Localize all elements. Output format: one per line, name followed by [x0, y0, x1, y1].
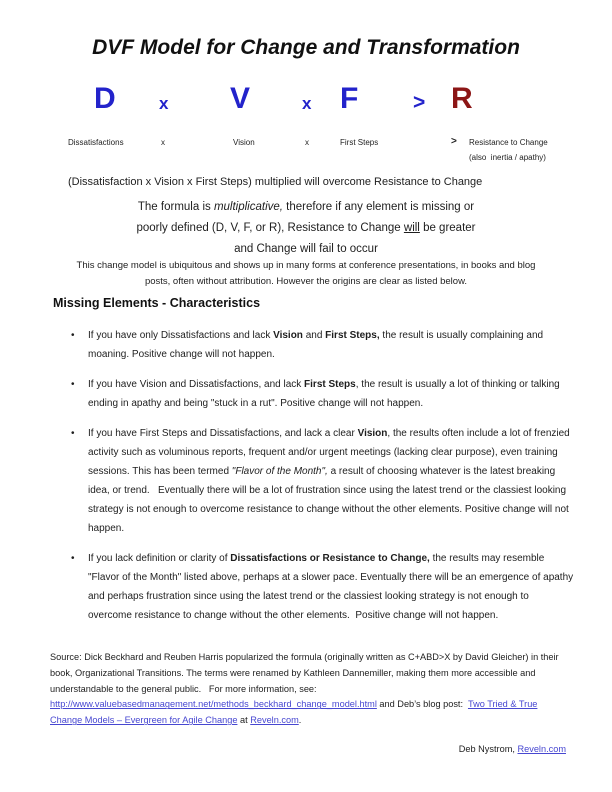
bullet-list: [88, 326, 574, 636]
text-run: a result of choosing whatever is the latest breaking idea, or trend. Eventually there will be a lot of frustration since using the latest trend or the classiest looking strategy is not enough to overcome resistance to change without the other elements. Positive change will not happen.: [88, 466, 572, 534]
note-line: [0, 197, 612, 218]
text-run: , the result is usually a lot of thinking or talking ending in apathy and being "stuck in a rut". Positive change will not happen.: [88, 379, 563, 409]
source-line: [50, 650, 574, 666]
formula-term-d: D: [94, 82, 116, 115]
label-multiply-sign: x: [305, 138, 309, 147]
label-multiply-sign: x: [161, 138, 165, 147]
note-line: [0, 218, 612, 239]
text-run: Vision: [357, 428, 388, 439]
page-title: DVF Model for Change and Transformation: [92, 36, 520, 59]
note-line: [0, 239, 612, 260]
bullet-item: [88, 549, 574, 625]
ubiquity-note: [0, 258, 612, 290]
formula-term-v: V: [230, 82, 251, 115]
text-run: If you have only Dissatisfactions and lack: [88, 330, 274, 341]
text-run: Dissatisfactions or Resistance to Change,: [230, 553, 430, 564]
hyperlink[interactable]: Reveln.com: [250, 715, 299, 726]
text-run: First Steps,: [325, 330, 380, 341]
text-run: be greater: [419, 222, 476, 234]
formula-greater-than-sign: >: [413, 91, 426, 114]
source-line: [50, 666, 574, 682]
bullet-item: [88, 326, 574, 364]
formula-multiply-sign: x: [159, 94, 169, 113]
text-run: "Flavor of the Month",: [231, 466, 328, 477]
hyperlink[interactable]: Two Tried & True: [467, 699, 538, 710]
text-run: and Change will fail to occur: [234, 243, 378, 255]
bullet-item: [88, 424, 574, 538]
formula-term-f: F: [340, 82, 359, 115]
formula-term-r: R: [451, 82, 473, 115]
bullet-item: [88, 375, 574, 413]
source-line: [50, 713, 574, 729]
text-run: If you have First Steps and Dissatisfactions, and lack a clear: [88, 428, 358, 439]
hyperlink[interactable]: http://www.valuebasedmanagement.net/methods_beckhard_change_model.html: [50, 699, 377, 710]
source-paragraph: [50, 650, 574, 729]
text-run: If you have Vision and Dissatisfactions, and lack: [88, 379, 305, 390]
text-run: First Steps: [304, 379, 356, 390]
label-resistance-to-change: Resistance to Change: [469, 138, 548, 147]
hyperlink[interactable]: Reveln.com: [517, 744, 566, 754]
text-run: .: [298, 715, 302, 726]
text-run: will: [403, 222, 420, 234]
text-run: The formula is: [137, 201, 214, 213]
footer-byline: [459, 744, 566, 754]
label-greater-than-sign: >: [451, 136, 457, 147]
hyperlink[interactable]: Change Models – Evergreen for Agile Change: [50, 715, 238, 726]
source-line: [50, 682, 574, 698]
label-dissatisfactions: Dissatisfactions: [68, 138, 124, 147]
label-first-steps: First Steps: [340, 138, 379, 147]
text-run: If you lack definition or clarity of: [88, 553, 231, 564]
multiplicative-note: [0, 197, 612, 260]
text-run: Source: Dick Beckhard and Reuben Harris popularized the formula (originally written as C+ABD>X by David Gleicher) in their: [50, 652, 559, 662]
text-run: the result is usually complaining and moaning. Positive change will not happen.: [88, 330, 546, 360]
label-vision: Vision: [233, 138, 255, 147]
text-run: at: [237, 715, 251, 726]
label-inertia-apathy: (also inertia / apathy): [469, 153, 546, 162]
text-run: and: [302, 330, 326, 341]
text-run: , the results often include a lot of frenzied activity such as voluminous reports, frequent and/or urgent meetings (lacking clear purpose), even training sessions. This has been termed: [88, 428, 573, 477]
ubiquity-line: posts, often without attribution. However the origins are clear as listed below.: [144, 276, 468, 287]
ubiquity-line: This change model is ubiquitous and shows up in many forms at conference presentations, in books and blog: [76, 260, 536, 271]
text-run: Deb Nystrom,: [458, 744, 518, 754]
text-run: and Deb’s blog post:: [376, 699, 468, 710]
text-run: the results may resemble "Flavor of the Month" listed above, perhaps at a slower pace. Eventually there will be an emergence of apathy and perhaps frustration since using the latest trend or the classiest looking strategy is not enough to overcome resistance to change without the other elements. Positive change will not happen.: [88, 553, 576, 621]
text-run: understandable to the general public. For more information, see:: [50, 683, 317, 694]
section-heading: Missing Elements - Characteristics: [53, 296, 261, 310]
formula-summary-line: (Dissatisfaction x Vision x First Steps) multiplied will overcome Resistance to Change: [68, 176, 483, 188]
text-run: multiplicative,: [213, 201, 283, 213]
text-run: Vision: [273, 330, 303, 341]
text-run: therefore if any element is missing or: [282, 201, 475, 213]
text-run: poorly defined (D, V, F, or R), Resistance to Change: [136, 222, 404, 234]
formula-multiply-sign: x: [302, 94, 312, 113]
source-line: [50, 697, 574, 713]
text-run: book, Organizational Transitions. The terms were renamed by Kathleen Dannemiller, making them more accessible and: [50, 667, 536, 678]
